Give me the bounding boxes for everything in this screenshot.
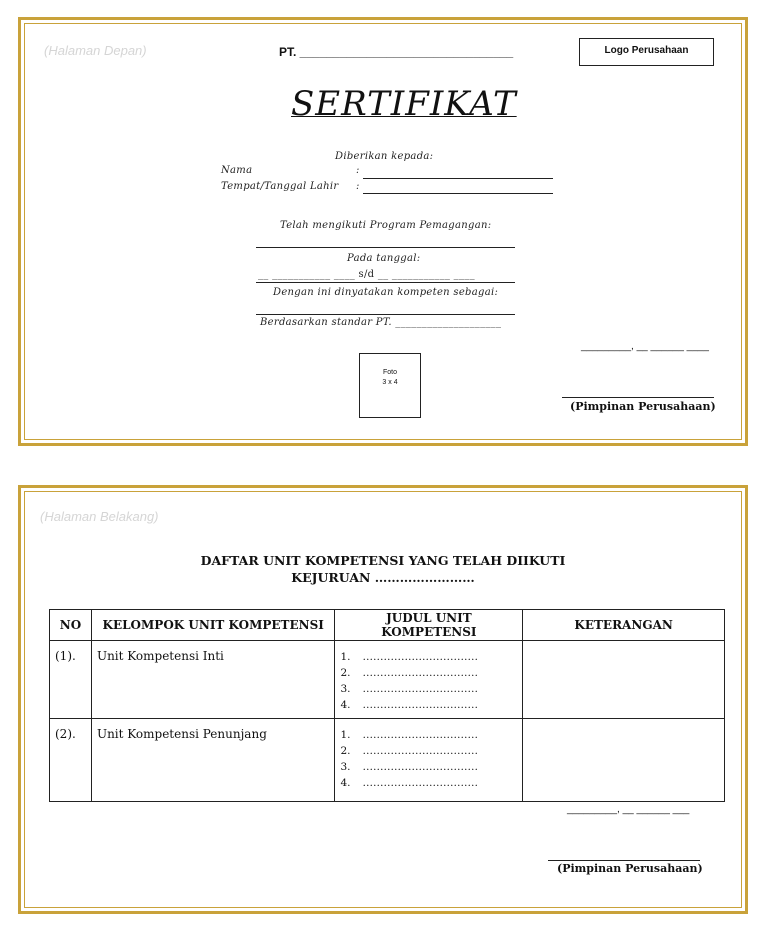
birth-line [363,193,553,194]
header-group: KELOMPOK UNIT KOMPETENSI [91,610,335,641]
birth-place-date-label: Tempat/Tanggal Lahir [221,181,339,192]
competency-table [49,609,725,802]
name-colon: : [356,165,360,176]
certificate-back-page [18,485,748,914]
row-remarks [523,641,725,719]
list-item: 4. …………………………… [340,699,478,711]
program-line [256,247,515,248]
list-item: 1. …………………………… [340,729,478,741]
company-logo-placeholder: Logo Perusahaan [579,38,714,66]
standard-label: Berdasarkan standar PT. ____________________ [260,317,502,328]
name-line [363,178,553,179]
list-item: 3. …………………………… [340,761,478,773]
company-name-field: PT. ________________________________ [279,45,514,59]
back-place-date-field: _________, __ ______ ___ [567,804,690,815]
row-remarks [523,719,725,802]
back-signature-line [548,860,700,861]
birth-colon: : [356,181,360,192]
front-page-label: (Halaman Depan) [44,43,147,58]
vocation-heading: KEJURUAN …………………… [291,570,475,585]
row-group: Unit Kompetensi Inti [91,641,335,719]
table-row [50,641,725,719]
header-remarks: KETERANGAN [523,610,725,641]
competent-as-label: Dengan ini dinyatakan kompeten sebagai: [273,287,499,298]
row-group: Unit Kompetensi Penunjang [91,719,335,802]
list-item: 3. …………………………… [340,683,478,695]
competency-list-heading: DAFTAR UNIT KOMPETENSI YANG TELAH DIIKUTI [200,553,566,568]
program-label: Telah mengikuti Program Pemagangan: [280,220,492,231]
certificate-title: SERTIFIKAT [291,84,517,124]
name-label: Nama [221,165,253,176]
list-item: 1. …………………………… [340,651,478,663]
row-unit-list [335,719,523,802]
back-signatory-label: (Pimpinan Perusahaan) [557,862,703,875]
certificate-front-page [18,17,748,446]
list-item: 2. …………………………… [340,745,478,757]
photo-size: 3 x 4 [382,379,398,386]
competent-line [256,314,515,315]
date-label: Pada tanggal: [347,253,421,264]
table-row [50,719,725,802]
place-date-field: _________, __ ______ ____ [581,341,709,352]
list-item: 4. …………………………… [340,777,478,789]
row-number: (1). [50,641,92,719]
given-to-label: Diberikan kepada: [335,151,434,162]
back-page-label: (Halaman Belakang) [40,509,159,524]
date-range-line: __ ___________ ____ s/d __ ___________ ____ [258,269,475,280]
photo-label: Foto [382,369,397,376]
photo-placeholder [359,353,421,418]
date-underline [256,282,515,283]
list-item: 2. …………………………… [340,667,478,679]
row-number: (2). [50,719,92,802]
header-no: NO [50,610,92,641]
signature-line [562,397,714,398]
signatory-label: (Pimpinan Perusahaan) [570,400,716,413]
table-header-row [50,610,725,641]
row-unit-list [335,641,523,719]
header-unit-title: JUDUL UNIT KOMPETENSI [335,610,523,641]
